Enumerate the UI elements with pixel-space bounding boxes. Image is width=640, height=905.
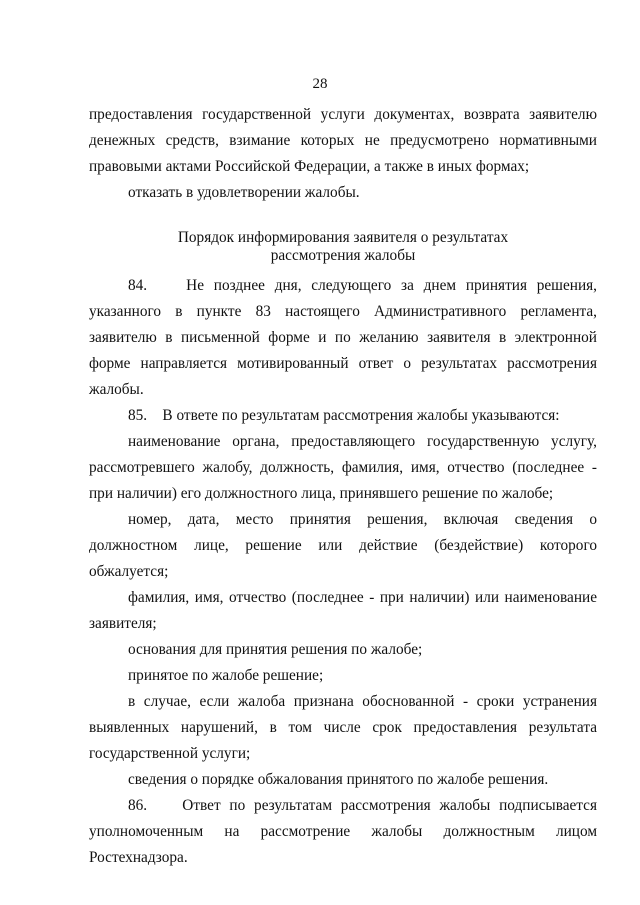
paragraph-86: 86. Ответ по результатам рассмотрения жалобы подписывается уполномоченным на рассмотрение жалобы должностным лицом Ростехнадзора. xyxy=(89,797,597,866)
paragraph-continuation: предоставления государственной услуги документах, возврата заявителю денежных средств, взимание которых не предусмотрено нормативными правовыми актами Российской Федерации, а также в иных формах; xyxy=(89,106,597,175)
section-heading-line-2: рассмотрения жалобы xyxy=(270,247,416,264)
section-heading-line-1: Порядок информирования заявителя о результатах xyxy=(177,229,509,246)
section-heading xyxy=(89,229,597,265)
list-item-appeal-procedure: сведения о порядке обжалования принятого по жалобе решения. xyxy=(128,771,549,788)
list-item-remediation-terms: в случае, если жалоба признана обоснованной - сроки устранения выявленных нарушений, в том числе срок предоставления результата государственной услуги; xyxy=(89,693,597,762)
list-item-decision: принятое по жалобе решение; xyxy=(128,667,324,684)
paragraph-refuse-complaint: отказать в удовлетворении жалобы. xyxy=(128,184,360,201)
paragraph-85: 85. В ответе по результатам рассмотрения жалобы указываются: xyxy=(128,407,560,424)
page-number: 28 xyxy=(312,76,328,92)
list-item-grounds: основания для принятия решения по жалобе; xyxy=(128,641,423,658)
list-item-decision-details: номер, дата, место принятия решения, включая сведения о должностном лице, решение или действие (бездействие) которого обжалуется; xyxy=(89,511,597,580)
paragraph-84: 84. Не позднее дня, следующего за днем принятия решения, указанного в пункте 83 настоящего Административного регламента, заявителю в письменной форме и по желанию заявителя в электронной форме направляется мотивированный ответ о результатах рассмотрения жалобы. xyxy=(89,277,597,398)
document-body xyxy=(89,102,597,871)
list-item-applicant-name: фамилия, имя, отчество (последнее - при наличии) или наименование заявителя; xyxy=(89,589,597,632)
list-item-authority-name: наименование органа, предоставляющего государственную услугу, рассмотревшего жалобу, должность, фамилия, имя, отчество (последнее - при наличии) его должностного лица, принявшего решение по жалобе; xyxy=(89,433,597,502)
